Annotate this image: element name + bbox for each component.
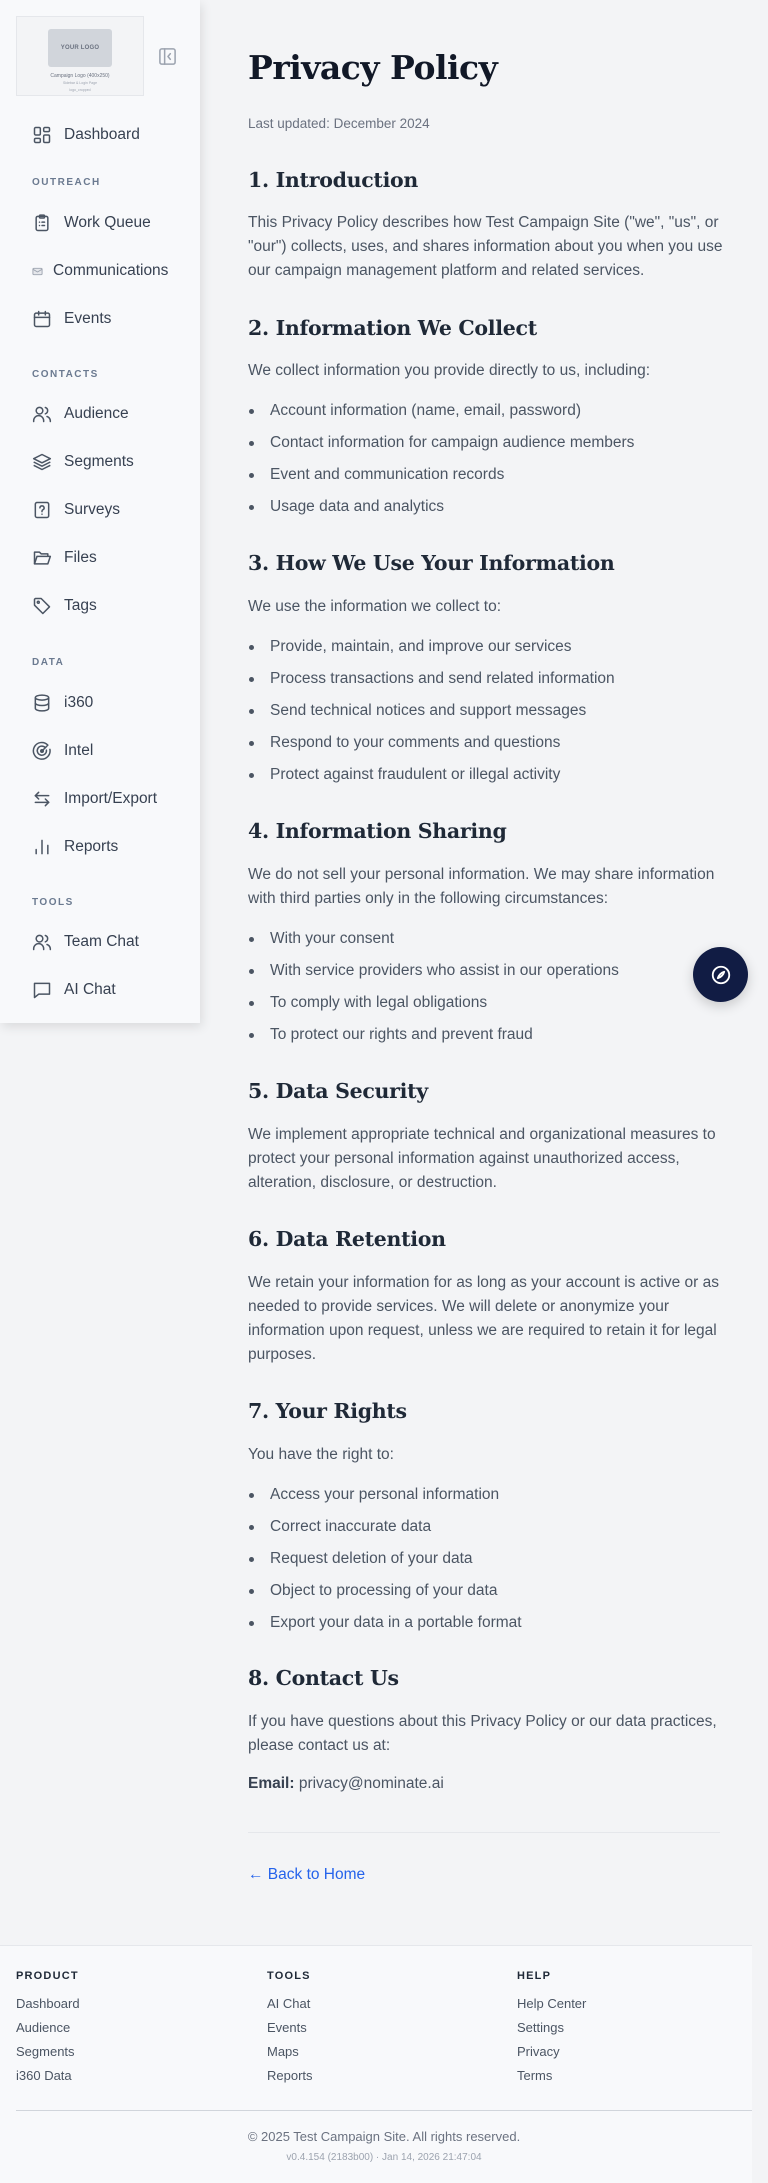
tag-icon (32, 596, 52, 616)
footer-link-segments[interactable]: Segments (16, 2044, 75, 2059)
list-item: With service providers who assist in our operations (248, 955, 728, 987)
layers-icon (32, 452, 52, 472)
folder-open-icon (32, 548, 52, 568)
list-item: Process transactions and send related information (248, 663, 728, 695)
sidebar-item-communications[interactable] (32, 257, 192, 285)
sidebar-item-events[interactable] (32, 305, 192, 333)
bullet-list (248, 631, 728, 791)
sidebar-item-label: Files (64, 549, 97, 566)
list-item: Protect against fraudulent or illegal activity (248, 759, 728, 791)
bullet-list (248, 1479, 728, 1639)
bar-chart-icon (32, 837, 52, 857)
list-item: To comply with legal obligations (248, 987, 728, 1019)
footer-column-help (517, 1970, 586, 2088)
list-item: With your consent (248, 923, 728, 955)
contact-email (248, 1775, 444, 1793)
dashboard-icon (32, 125, 52, 145)
footer-link-dashboard[interactable]: Dashboard (16, 1996, 80, 2011)
sidebar-item-files[interactable] (32, 544, 192, 572)
sidebar-item-label: i360 (64, 694, 94, 711)
database-icon (32, 693, 52, 713)
logo-placeholder: YOUR LOGO (48, 29, 112, 67)
list-item: Send technical notices and support messages (248, 695, 728, 727)
footer-link-ai-chat[interactable]: AI Chat (267, 1996, 311, 2011)
section-heading: 4. Information Sharing (248, 819, 507, 843)
list-item: Export your data in a portable format (248, 1607, 728, 1639)
email-link[interactable]: privacy@nominate.ai (298, 1775, 444, 1792)
sidebar-item-label: Communications (53, 262, 169, 279)
users-icon (32, 932, 52, 952)
calendar-icon (32, 309, 52, 329)
campaign-logo[interactable] (16, 16, 144, 96)
sidebar-item-label: Events (64, 310, 112, 327)
footer-column-product (16, 1970, 80, 2088)
version-info: v0.4.154 (2183b00) · Jan 14, 2026 21:47:04 (286, 2152, 482, 2163)
sidebar-item-label: Audience (64, 405, 129, 422)
section-body: We use the information we collect to: (248, 598, 502, 615)
sidebar-item-import-export[interactable] (32, 785, 192, 813)
survey-question-icon (32, 500, 52, 520)
sidebar-item-intel[interactable] (32, 737, 192, 765)
bullet-list (248, 395, 728, 523)
compass-fab-button[interactable] (693, 947, 748, 1002)
bullet-list (248, 923, 728, 1051)
footer-link-reports[interactable]: Reports (267, 2068, 313, 2083)
content-divider (248, 1832, 720, 1833)
radar-icon (32, 741, 52, 761)
copyright-text: © 2025 Test Campaign Site. All rights reserved. (247, 2129, 521, 2144)
list-item: Usage data and analytics (248, 491, 728, 523)
sidebar-item-dashboard[interactable] (32, 121, 192, 149)
section-heading: 5. Data Security (248, 1079, 428, 1103)
page-title: Privacy Policy (248, 48, 498, 87)
compass-icon (710, 964, 732, 986)
footer-heading: PRODUCT (16, 1970, 79, 1982)
section-body: We collect information you provide directly to us, including: (248, 362, 651, 379)
footer-link-privacy[interactable]: Privacy (517, 2044, 560, 2059)
section-body: We implement appropriate technical and organizational measures to protect your personal information against unauthorized access, alteration, disclosure, or destruction. (248, 1126, 716, 1191)
list-item: Object to processing of your data (248, 1575, 728, 1607)
message-square-icon (32, 980, 52, 1000)
sidebar-item-work-queue[interactable] (32, 209, 192, 237)
sidebar-item-surveys[interactable] (32, 496, 192, 524)
sidebar-item-label: Work Queue (64, 214, 151, 231)
list-item: Contact information for campaign audience members (248, 427, 728, 459)
sidebar-section-data: DATA (32, 657, 65, 668)
section-heading: 1. Introduction (248, 168, 419, 192)
sidebar-item-ai-chat[interactable] (32, 976, 192, 1004)
sidebar-item-reports[interactable] (32, 833, 192, 861)
footer-divider (16, 2110, 752, 2111)
sidebar-section-outreach: OUTREACH (32, 177, 101, 188)
sidebar-item-label: Segments (64, 453, 134, 470)
arrows-exchange-icon (32, 789, 52, 809)
list-item: Access your personal information (248, 1479, 728, 1511)
email-label: Email: (248, 1775, 295, 1792)
sidebar-item-segments[interactable] (32, 448, 192, 476)
list-item: Correct inaccurate data (248, 1511, 728, 1543)
sidebar-item-label: Dashboard (64, 126, 140, 143)
sidebar (0, 0, 200, 1023)
logo-tag: logo_cropped (69, 88, 91, 92)
section-body: You have the right to: (248, 1446, 394, 1463)
last-updated: Last updated: December 2024 (248, 116, 430, 131)
back-to-home-link[interactable]: ← Back to Home (248, 1866, 366, 1883)
footer-link-settings[interactable]: Settings (517, 2020, 564, 2035)
list-item: Request deletion of your data (248, 1543, 728, 1575)
sidebar-item-label: Intel (64, 742, 94, 759)
section-body: We retain your information for as long as your account is active or as needed to provide services. We will delete or anonymize your information upon request, unless we are required to retain it for legal purposes. (248, 1274, 719, 1363)
footer-link-maps[interactable]: Maps (267, 2044, 299, 2059)
footer-link-events[interactable]: Events (267, 2020, 307, 2035)
section-body: If you have questions about this Privacy Policy or our data practices, please contact us at: (248, 1713, 717, 1754)
sidebar-item-label: AI Chat (64, 981, 116, 998)
footer-link-help-center[interactable]: Help Center (517, 1996, 587, 2011)
list-item: Account information (name, email, password) (248, 395, 728, 427)
users-icon (32, 404, 52, 424)
sidebar-item-label: Import/Export (64, 790, 158, 807)
section-heading: 3. How We Use Your Information (248, 551, 615, 575)
logo-subcaption: Sidebar & Login Page (62, 81, 98, 85)
sidebar-item-audience[interactable] (32, 400, 192, 428)
logo-caption: Campaign Logo (400x250) (50, 73, 110, 79)
site-footer (0, 1945, 752, 2183)
footer-heading: TOOLS (267, 1970, 311, 1982)
clipboard-list-icon (32, 213, 52, 233)
section-heading: 6. Data Retention (248, 1227, 446, 1251)
sidebar-item-label: Surveys (64, 501, 120, 518)
footer-heading: HELP (517, 1970, 552, 1982)
sidebar-collapse-button[interactable] (158, 47, 177, 66)
list-item: Event and communication records (248, 459, 728, 491)
sidebar-item-label: Tags (64, 597, 97, 614)
section-heading: 2. Information We Collect (248, 316, 537, 340)
sidebar-item-tags[interactable] (32, 592, 192, 620)
sidebar-item-label: Team Chat (64, 933, 139, 950)
section-body: We do not sell your personal information. We may share information with third parties only in the following circumstances: (248, 866, 715, 907)
section-heading: 8. Contact Us (248, 1666, 399, 1690)
list-item: Provide, maintain, and improve our services (248, 631, 728, 663)
footer-link-i360-data[interactable]: i360 Data (16, 2068, 72, 2083)
section-heading: 7. Your Rights (248, 1399, 407, 1423)
list-item: To protect our rights and prevent fraud (248, 1019, 728, 1051)
sidebar-item-team-chat[interactable] (32, 928, 192, 956)
sidebar-item-label: Reports (64, 838, 119, 855)
sidebar-collapse-icon (158, 47, 177, 66)
footer-link-terms[interactable]: Terms (517, 2068, 553, 2083)
footer-link-audience[interactable]: Audience (16, 2020, 71, 2035)
list-item: Respond to your comments and questions (248, 727, 728, 759)
sidebar-section-tools: TOOLS (32, 897, 74, 908)
sidebar-section-contacts: CONTACTS (32, 369, 99, 380)
mail-icon (32, 266, 43, 277)
sidebar-item-i360[interactable] (32, 689, 192, 717)
section-body: This Privacy Policy describes how Test Campaign Site ("we", "us", or "our") collects, uses, and shares information about you when you use our campaign management platform and related services. (248, 214, 723, 279)
footer-column-tools (267, 1970, 313, 2088)
